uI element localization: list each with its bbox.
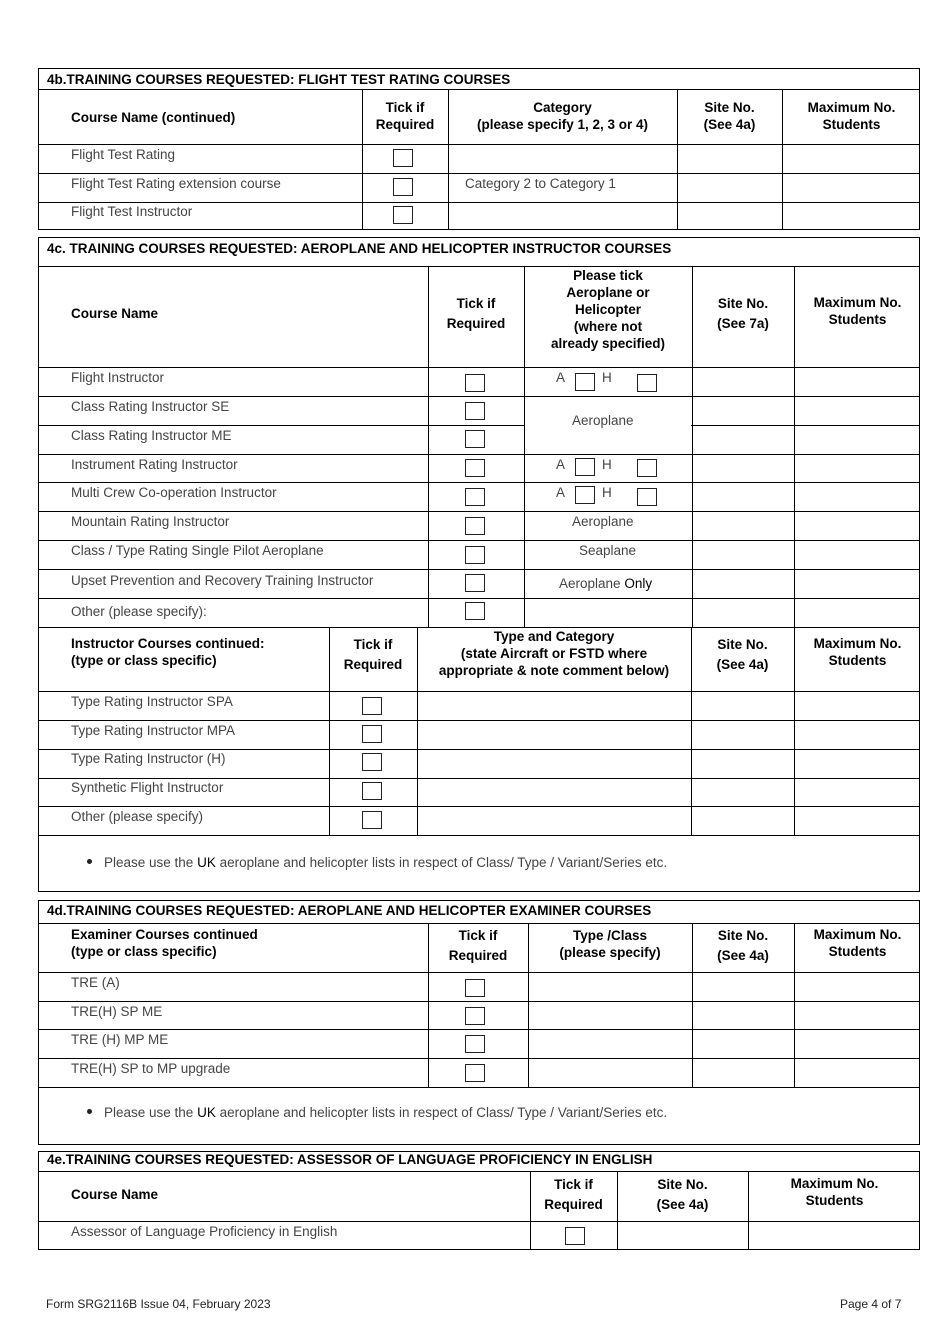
col-instructor-courses-continued: Instructor Courses continued: (type or class specific) [71, 636, 265, 668]
helicopter-checkbox-iri[interactable] [637, 459, 657, 477]
helicopter-checkbox-fi[interactable] [637, 374, 657, 392]
category-value: Category 2 to Category 1 [465, 176, 616, 191]
section-4e-title: 4e.TRAINING COURSES REQUESTED: ASSESSOR OF LANGUAGE PROFICIENCY IN ENGLISH [47, 1152, 653, 1167]
course-cri-me: Class Rating Instructor ME [71, 428, 232, 443]
tick-checkbox-flight-test-instructor[interactable] [393, 206, 413, 224]
h-label: H [602, 485, 612, 500]
col-course-name: Course Name [71, 1187, 159, 1202]
col-tick-required: Tick if Required [448, 928, 508, 963]
course-assessor-lpe: Assessor of Language Proficiency in English [71, 1224, 338, 1239]
helicopter-checkbox-mcci[interactable] [637, 488, 657, 506]
col-course-name: Course Name [71, 306, 159, 321]
tick-checkbox-uprt[interactable] [465, 574, 485, 592]
col-type-class: Type /Class (please specify) [559, 928, 661, 960]
tick-checkbox-other-2[interactable] [362, 811, 382, 829]
col-tick-required-2: Tick if Required [343, 637, 403, 672]
tick-checkbox-mcci[interactable] [465, 488, 485, 506]
col-max-students: Maximum No. Students [813, 927, 902, 959]
uk-lists-note: Please use the UK aeroplane and helicopter lists in respect of Class/ Type / Variant/Series etc. [87, 1105, 667, 1120]
course-other-specify: Other (please specify): [71, 604, 207, 619]
course-uprt-instructor: Upset Prevention and Recovery Training Instructor [71, 573, 374, 588]
aeroplane-checkbox-mcci[interactable] [575, 486, 595, 504]
course-flight-test-rating: Flight Test Rating [71, 147, 176, 162]
tick-checkbox-tre-h-sp-me[interactable] [465, 1007, 485, 1025]
tick-checkbox-tri-h[interactable] [362, 753, 382, 771]
tick-checkbox-flight-test-rating[interactable] [393, 149, 413, 167]
tick-checkbox-tre-h-mp-me[interactable] [465, 1035, 485, 1053]
tick-checkbox-tre-h-upgrade[interactable] [465, 1064, 485, 1082]
tick-checkbox-tri-mpa[interactable] [362, 725, 382, 743]
section-4c-table [38, 237, 920, 892]
a-label: A [556, 370, 566, 385]
tick-checkbox-cri-me[interactable] [465, 430, 485, 448]
tick-checkbox-tri-spa[interactable] [362, 697, 382, 715]
course-cri-se: Class Rating Instructor SE [71, 399, 230, 414]
course-flight-test-instructor: Flight Test Instructor [71, 204, 193, 219]
mountain-aeroplane-text: Aeroplane [572, 514, 634, 529]
tick-checkbox-class-type-sp[interactable] [465, 546, 485, 564]
course-tri-mpa: Type Rating Instructor MPA [71, 723, 236, 738]
a-label: A [556, 485, 566, 500]
aeroplane-checkbox-iri[interactable] [575, 458, 595, 476]
col-tick-required: Tick if Required [544, 1177, 603, 1212]
tick-checkbox-other[interactable] [465, 602, 485, 620]
a-label: A [556, 457, 566, 472]
section-4c-title: 4c. TRAINING COURSES REQUESTED: AEROPLANE AND HELICOPTER INSTRUCTOR COURSES [47, 241, 672, 256]
col-tick-required: Tick if Required [446, 296, 506, 331]
col-site-no: Site No. (See 7a) [717, 296, 769, 331]
course-class-type-sp-aeroplane: Class / Type Rating Single Pilot Aeroplane [71, 543, 324, 558]
tick-checkbox-mountain[interactable] [465, 517, 485, 535]
course-tre-h-sp-me: TRE(H) SP ME [71, 1004, 163, 1019]
col-aeroplane-helicopter: Please tick Aeroplane or Helicopter (where not already specified) [550, 268, 666, 351]
course-sfi: Synthetic Flight Instructor [71, 780, 224, 795]
col-max-students: Maximum No. Students [813, 295, 902, 327]
course-iri: Instrument Rating Instructor [71, 457, 238, 472]
course-mountain-rating-instructor: Mountain Rating Instructor [71, 514, 230, 529]
course-tri-h: Type Rating Instructor (H) [71, 751, 226, 766]
section-4b-table [38, 68, 920, 230]
uk-lists-note: Please use the UK aeroplane and helicopter lists in respect of Class/ Type / Variant/Series etc. [87, 855, 667, 870]
course-mcci: Multi Crew Co-operation Instructor [71, 485, 277, 500]
col-tick-required: Tick if Required [375, 100, 435, 132]
tick-checkbox-flight-instructor[interactable] [465, 374, 485, 392]
bullet-icon [87, 859, 92, 864]
course-tre-a: TRE (A) [71, 975, 120, 990]
col-max-students: Maximum No. Students [790, 1176, 879, 1208]
bullet-icon [87, 1109, 92, 1114]
tick-checkbox-sfi[interactable] [362, 782, 382, 800]
uprt-only: Only [624, 576, 653, 591]
col-examiner-courses-continued: Examiner Courses continued (type or class specific) [71, 927, 258, 959]
col-category: Category (please specify 1, 2, 3 or 4) [476, 100, 649, 132]
seaplane-text: Seaplane [579, 543, 637, 558]
page-number: Page 4 of 7 [840, 1297, 902, 1311]
h-label: H [602, 457, 612, 472]
section-4b-title: 4b.TRAINING COURSES REQUESTED: FLIGHT TEST RATING COURSES [47, 72, 511, 87]
course-tre-h-sp-mp-upgrade: TRE(H) SP to MP upgrade [71, 1061, 231, 1076]
col-course-name: Course Name (continued) [71, 110, 236, 125]
tick-checkbox-iri[interactable] [465, 459, 485, 477]
course-other-specify-2: Other (please specify) [71, 809, 204, 824]
section-4d-title: 4d.TRAINING COURSES REQUESTED: AEROPLANE AND HELICOPTER EXAMINER COURSES [47, 903, 652, 918]
tick-checkbox-assessor-lpe[interactable] [565, 1227, 585, 1245]
col-max-students-2: Maximum No. Students [813, 636, 902, 668]
aeroplane-merged-text: Aeroplane [572, 413, 634, 428]
section-4d-table [38, 900, 920, 1145]
col-max-students: Maximum No. Students [807, 100, 896, 132]
col-site-no: Site No. (See 4a) [656, 1177, 709, 1212]
col-type-and-category: Type and Category (state Aircraft or FSTD where appropriate & note comment below) [438, 629, 670, 678]
course-tri-spa: Type Rating Instructor SPA [71, 694, 233, 709]
col-site-no: Site No. (See 4a) [717, 928, 769, 963]
col-site-no-2: Site No. (See 4a) [716, 637, 769, 672]
tick-checkbox-tre-a[interactable] [465, 979, 485, 997]
course-flight-instructor: Flight Instructor [71, 370, 165, 385]
course-tre-h-mp-me: TRE (H) MP ME [71, 1032, 169, 1047]
col-site-no: Site No. (See 4a) [703, 100, 756, 132]
section-4e-table [38, 1151, 920, 1250]
uprt-aeroplane: Aeroplane [559, 576, 621, 591]
aeroplane-checkbox-fi[interactable] [575, 373, 595, 391]
tick-checkbox-flight-test-rating-ext[interactable] [393, 178, 413, 196]
uprt-aeroplane-only-text [559, 576, 652, 591]
form-reference: Form SRG2116B Issue 04, February 2023 [46, 1297, 271, 1311]
course-flight-test-rating-ext: Flight Test Rating extension course [71, 176, 281, 191]
h-label: H [602, 370, 612, 385]
tick-checkbox-cri-se[interactable] [465, 402, 485, 420]
